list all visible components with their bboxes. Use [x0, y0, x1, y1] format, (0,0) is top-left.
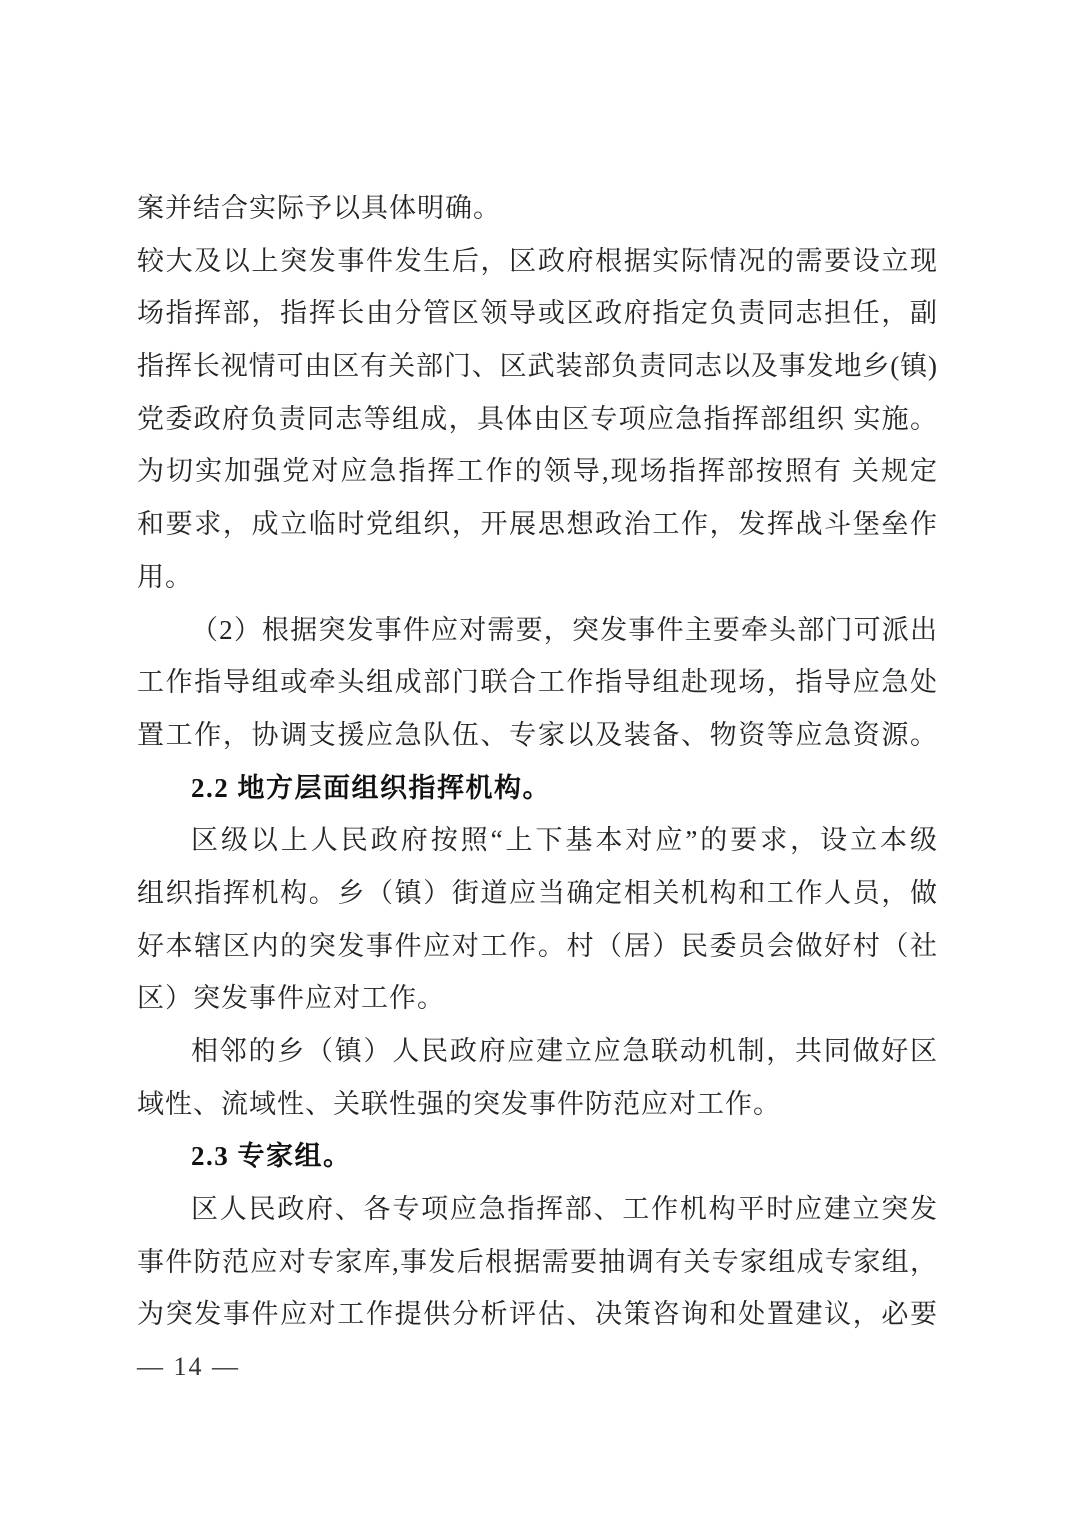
body-line: 事件防范应对专家库,事发后根据需要抽调有关专家组成专家组，: [137, 1246, 937, 1277]
page-number: — 14 —: [137, 1352, 240, 1382]
body-line: 为突发事件应对工作提供分析评估、决策咨询和处置建议，必要: [137, 1299, 937, 1330]
section-heading-2-2: 2.2 地方层面组织指挥机构。: [191, 772, 551, 803]
body-line: 域性、流域性、关联性强的突发事件防范应对工作。: [137, 1088, 781, 1119]
section-heading-2-3: 2.3 专家组。: [191, 1141, 352, 1172]
body-line-item-2: （2）根据突发事件应对需要，突发事件主要牵头部门可派出: [191, 614, 937, 645]
body-line: 相邻的乡（镇）人民政府应建立应急联动机制，共同做好区: [191, 1036, 937, 1066]
body-line: 区）突发事件应对工作。: [137, 983, 445, 1014]
document-body: [137, 182, 937, 1394]
body-line: 好本辖区内的突发事件应对工作。村（居）民委员会做好村（社: [137, 930, 937, 961]
body-line: 组织指挥机构。乡（镇）街道应当确定相关机构和工作人员，做: [137, 877, 937, 908]
body-line: 区级以上人民政府按照“上下基本对应”的要求，设立本级: [191, 825, 937, 856]
body-line: 场指挥部，指挥长由分管区领导或区政府指定负责同志担任，副: [137, 298, 937, 329]
body-line: 党委政府负责同志等组成，具体由区专项应急指挥部组织 实施。: [137, 403, 937, 434]
body-line: 用。: [137, 561, 193, 592]
body-line: 区人民政府、各专项应急指挥部、工作机构平时应建立突发: [191, 1194, 937, 1225]
body-line: 案并结合实际予以具体明确。: [137, 193, 501, 223]
body-line: 工作指导组或牵头组成部门联合工作指导组赴现场，指导应急处: [137, 667, 937, 698]
body-line: 较大及以上突发事件发生后，区政府根据实际情况的需要设立现: [137, 245, 937, 276]
body-line: 为切实加强党对应急指挥工作的领导,现场指挥部按照有 关规定: [137, 456, 937, 487]
body-line: 置工作，协调支援应急队伍、专家以及装备、物资等应急资源。: [137, 719, 937, 750]
body-line: 和要求，成立临时党组织，开展思想政治工作，发挥战斗堡垒作: [137, 509, 937, 540]
body-line: 指挥长视情可由区有关部门、区武装部负责同志以及事发地乡(镇): [137, 351, 937, 382]
